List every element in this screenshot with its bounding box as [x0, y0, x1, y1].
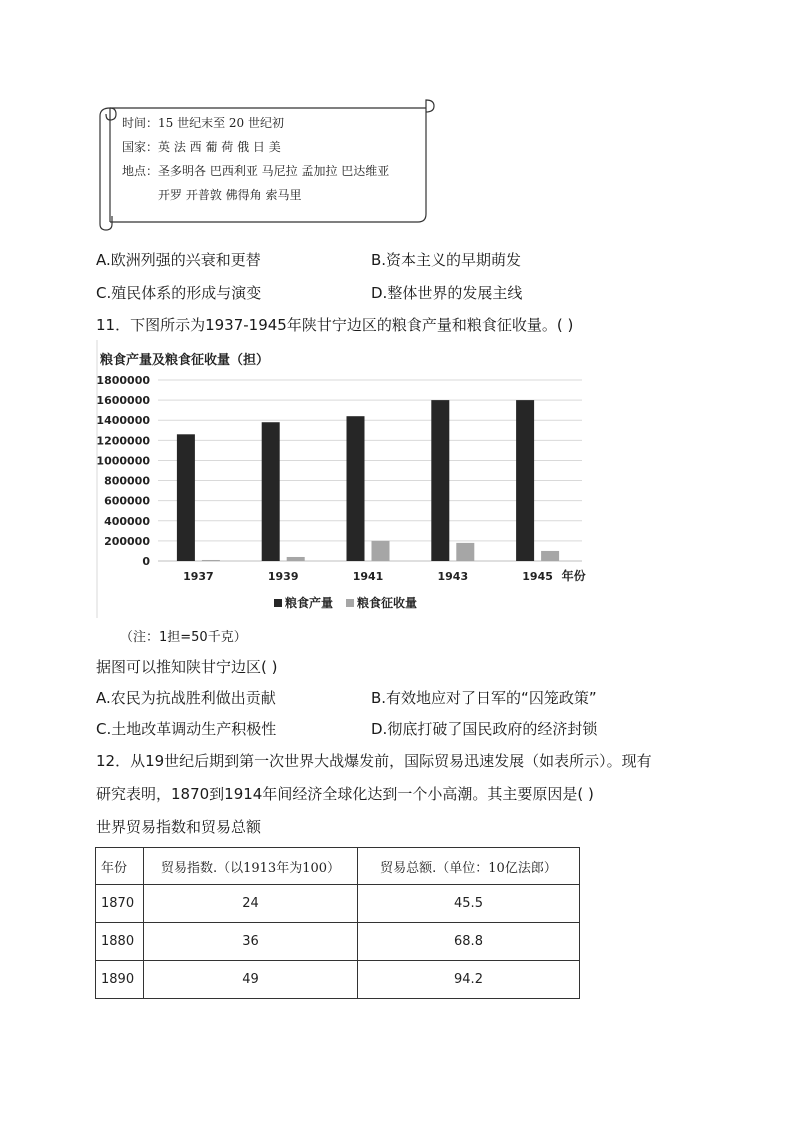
legend-label: 粮食征收量: [357, 596, 418, 610]
q10-option-d[interactable]: D.整体世界的发展主线: [371, 284, 523, 302]
q12-stem-line1: 12．从19世纪后期到第一次世界大战爆发前，国际贸易迅速发展（如表所示）。现有: [96, 752, 652, 770]
table-row: [96, 961, 580, 999]
table-cell-total: 68.8: [358, 923, 580, 961]
bar-production: [431, 400, 449, 561]
bar-levy: [287, 557, 305, 561]
q10-option-a[interactable]: A.欧洲列强的兴衰和更替: [96, 251, 261, 269]
q11-option-d[interactable]: D.彻底打破了国民政府的经济封锁: [371, 720, 598, 738]
scroll-line-countries: 国家：英 法 西 葡 荷 俄 日 美: [122, 140, 281, 154]
table-cell-year: 1880: [96, 923, 144, 961]
grain-chart: [96, 340, 586, 618]
table-cell-year: 1890: [96, 961, 144, 999]
y-tick-label: 1400000: [96, 414, 150, 428]
legend-label: 粮食产量: [285, 596, 334, 610]
grain-chart-svg: [96, 340, 586, 618]
q11-stem: 11．下图所示为1937-1945年陕甘宁边区的粮食产量和粮食征收量。( ): [96, 316, 574, 334]
table-cell-index: 49: [144, 961, 358, 999]
x-tick-label: 1939: [267, 570, 299, 583]
table-header-row: [96, 848, 580, 885]
table-cell-index: 24: [144, 885, 358, 923]
scroll-line-places: 地点：圣多明各 巴西利亚 马尼拉 孟加拉 巴达维亚: [122, 164, 390, 178]
x-tick-label: 1941: [352, 570, 384, 583]
bar-production: [177, 434, 195, 561]
bar-production: [347, 416, 365, 561]
y-tick-label: 1000000: [96, 454, 150, 468]
bar-levy: [202, 560, 220, 561]
q10-option-b[interactable]: B.资本主义的早期萌发: [371, 251, 522, 269]
x-tick-label: 1945: [522, 570, 553, 583]
y-tick-label: 200000: [104, 534, 150, 548]
legend-swatch: [346, 599, 354, 607]
q12-table-title: 世界贸易指数和贸易总额: [96, 818, 262, 836]
q11-option-a[interactable]: A.农民为抗战胜利做出贡献: [96, 689, 276, 707]
q11-prompt: 据图可以推知陕甘宁边区( ): [96, 658, 278, 676]
q11-option-c[interactable]: C.土地改革调动生产积极性: [96, 720, 277, 738]
y-tick-label: 400000: [104, 514, 150, 528]
chart-note: （注：1担=50千克）: [120, 630, 247, 645]
bar-levy: [541, 551, 559, 561]
y-tick-label: 1600000: [96, 394, 150, 408]
bar-levy: [456, 543, 474, 561]
legend-swatch: [274, 599, 282, 607]
y-tick-label: 1800000: [96, 374, 150, 387]
bar-production: [516, 400, 534, 561]
scroll-card: [96, 96, 436, 231]
x-tick-label: 1937: [183, 570, 214, 583]
table-cell-total: 45.5: [358, 885, 580, 923]
table-cell-year: 1870: [96, 885, 144, 923]
q10-option-c[interactable]: C.殖民体系的形成与演变: [96, 284, 262, 302]
trade-table: [95, 847, 580, 999]
table-header-index: 贸易指数.（以1913年为100）: [144, 848, 358, 885]
table-row: [96, 923, 580, 961]
table-row: [96, 885, 580, 923]
q12-stem-line2: 研究表明，1870到1914年间经济全球化达到一个小高潮。其主要原因是( ): [96, 785, 594, 803]
scroll-line-places-cont: 开罗 开普敦 佛得角 索马里: [158, 188, 302, 202]
table-cell-total: 94.2: [358, 961, 580, 999]
y-tick-label: 800000: [104, 474, 150, 488]
bar-levy: [372, 541, 390, 561]
x-axis-label: 年份: [561, 569, 586, 583]
table-header-total: 贸易总额.（单位：10亿法郎）: [358, 848, 580, 885]
y-tick-label: 1200000: [96, 434, 150, 448]
y-tick-label: 0: [142, 555, 150, 568]
y-tick-label: 600000: [104, 494, 150, 508]
bar-production: [262, 422, 280, 561]
scroll-line-time: 时间：15 世纪末至 20 世纪初: [122, 116, 284, 130]
table-cell-index: 36: [144, 923, 358, 961]
table-header-year: 年份: [96, 848, 144, 885]
x-tick-label: 1943: [437, 570, 469, 583]
q11-option-b[interactable]: B.有效地应对了日军的“囚笼政策”: [371, 689, 597, 707]
chart-title: 粮食产量及粮食征收量（担）: [100, 353, 270, 368]
